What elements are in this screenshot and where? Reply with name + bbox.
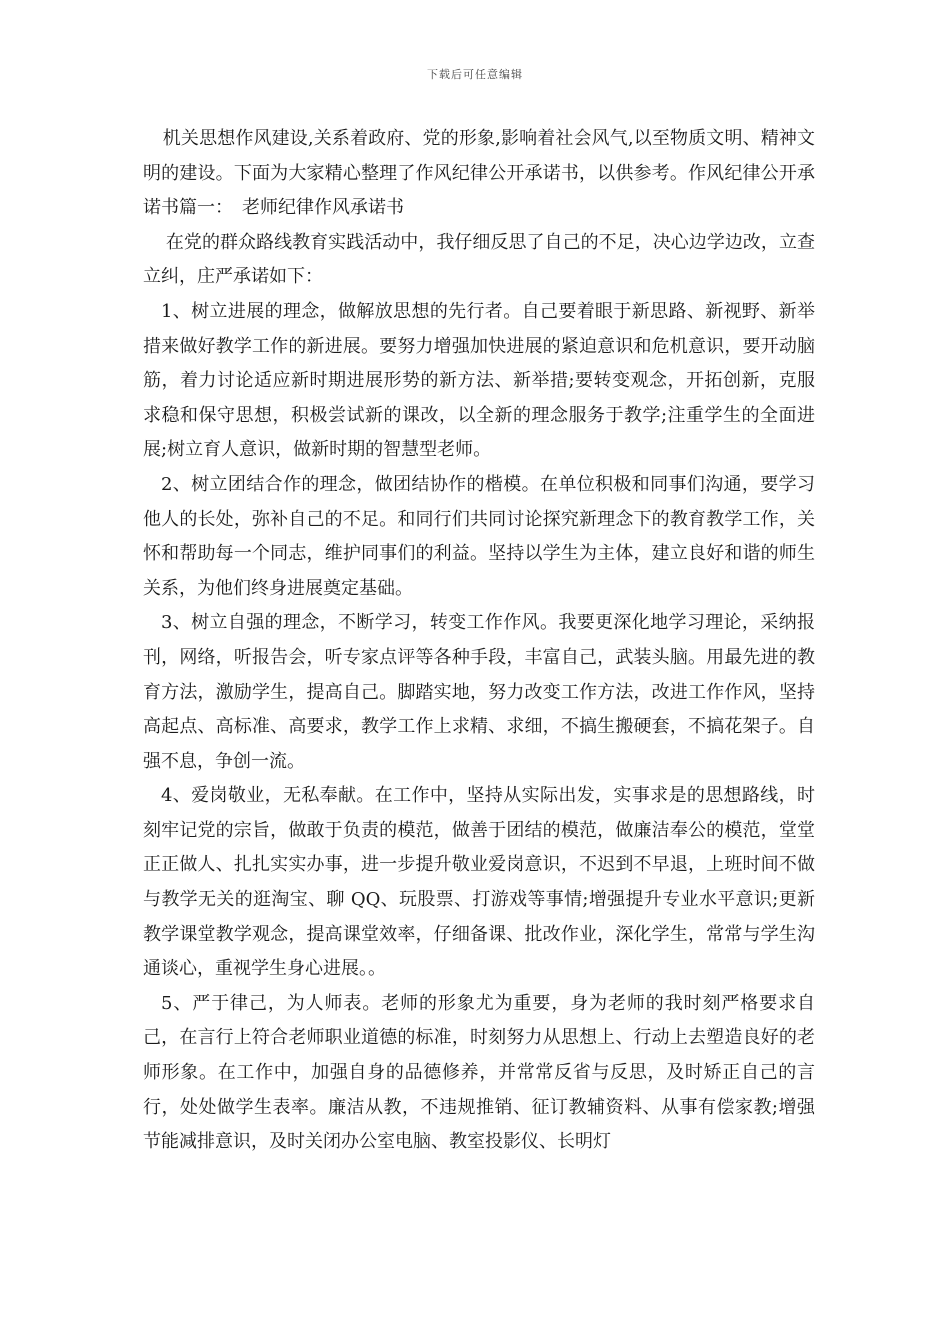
commitment-item-2: 2、树立团结合作的理念，做团结协作的楷模。在单位积极和同事们沟通，要学习他人的长处，弥补自己的不足。和同行们共同讨论探究新理念下的教育教学工作，关怀和帮助每一个同志，维护同事们的利益。坚持以学生为主体，建立良好和谐的师生关系，为他们终身进展奠定基础。 xyxy=(143,473,815,599)
page-header-note: 下载后可任意编辑 xyxy=(427,68,523,81)
intro-paragraph: 机关思想作风建设,关系着政府、党的形象,影响着社会风气,以至物质文明、精神文明的建设。下面为大家精心整理了作风纪律公开承诺书，以供参考。作风纪律公开承诺书篇一： 老师纪律作风承诺书 xyxy=(143,128,815,219)
document-body xyxy=(143,122,815,1160)
lead-paragraph: 在党的群众路线教育实践活动中，我仔细反思了自己的不足，决心边学边改，立查立纠，庄严承诺如下： xyxy=(143,231,815,288)
commitment-item-4: 4、爱岗敬业，无私奉献。在工作中，坚持从实际出发，实事求是的思想路线，时刻牢记党的宗旨，做敢于负责的模范，做善于团结的模范，做廉洁奉公的模范，堂堂正正做人、扎扎实实办事，进一步提升敬业爱岗意识，不迟到不早退，上班时间不做与教学无关的逛淘宝、聊 QQ、玩股票、打游戏等事情;增强提升专业水平意识;更新教学课堂教学观念，提高课堂效率，仔细备课、批改作业，深化学生，常常与学生沟通谈心，重视学生身心进展。。 xyxy=(143,785,815,980)
commitment-item-3: 3、树立自强的理念，不断学习，转变工作作风。我要更深化地学习理论，采纳报刊，网络，听报告会，听专家点评等各种手段，丰富自己，武装头脑。用最先进的教育方法，激励学生，提高自己。脚踏实地，努力改变工作方法，改进工作作风，坚持高起点、高标准、高要求，教学工作上求精、求细，不搞生搬硬套，不搞花架子。自强不息，争创一流。 xyxy=(143,612,815,772)
commitment-item-5: 5、严于律己，为人师表。老师的形象尤为重要，身为老师的我时刻严格要求自己，在言行上符合老师职业道德的标准，时刻努力从思想上、行动上去塑造良好的老师形象。在工作中，加强自身的品德修养，并常常反省与反思，及时矫正自己的言行，处处做学生表率。廉洁从教，不违规推销、征订教辅资料、从事有偿家教;增强节能减排意识，及时关闭办公室电脑、教室投影仪、长明灯 xyxy=(143,992,815,1153)
commitment-item-1: 1、树立进展的理念，做解放思想的先行者。自己要着眼于新思路、新视野、新举措来做好教学工作的新进展。要努力增强加快进展的紧迫意识和危机意识，要开动脑筋，着力讨论适应新时期进展形势的新方法、新举措;要转变观念，开拓创新，克服求稳和保守思想，积极尝试新的课改，以全新的理念服务于教学;注重学生的全面进展;树立育人意识，做新时期的智慧型老师。 xyxy=(143,300,815,461)
